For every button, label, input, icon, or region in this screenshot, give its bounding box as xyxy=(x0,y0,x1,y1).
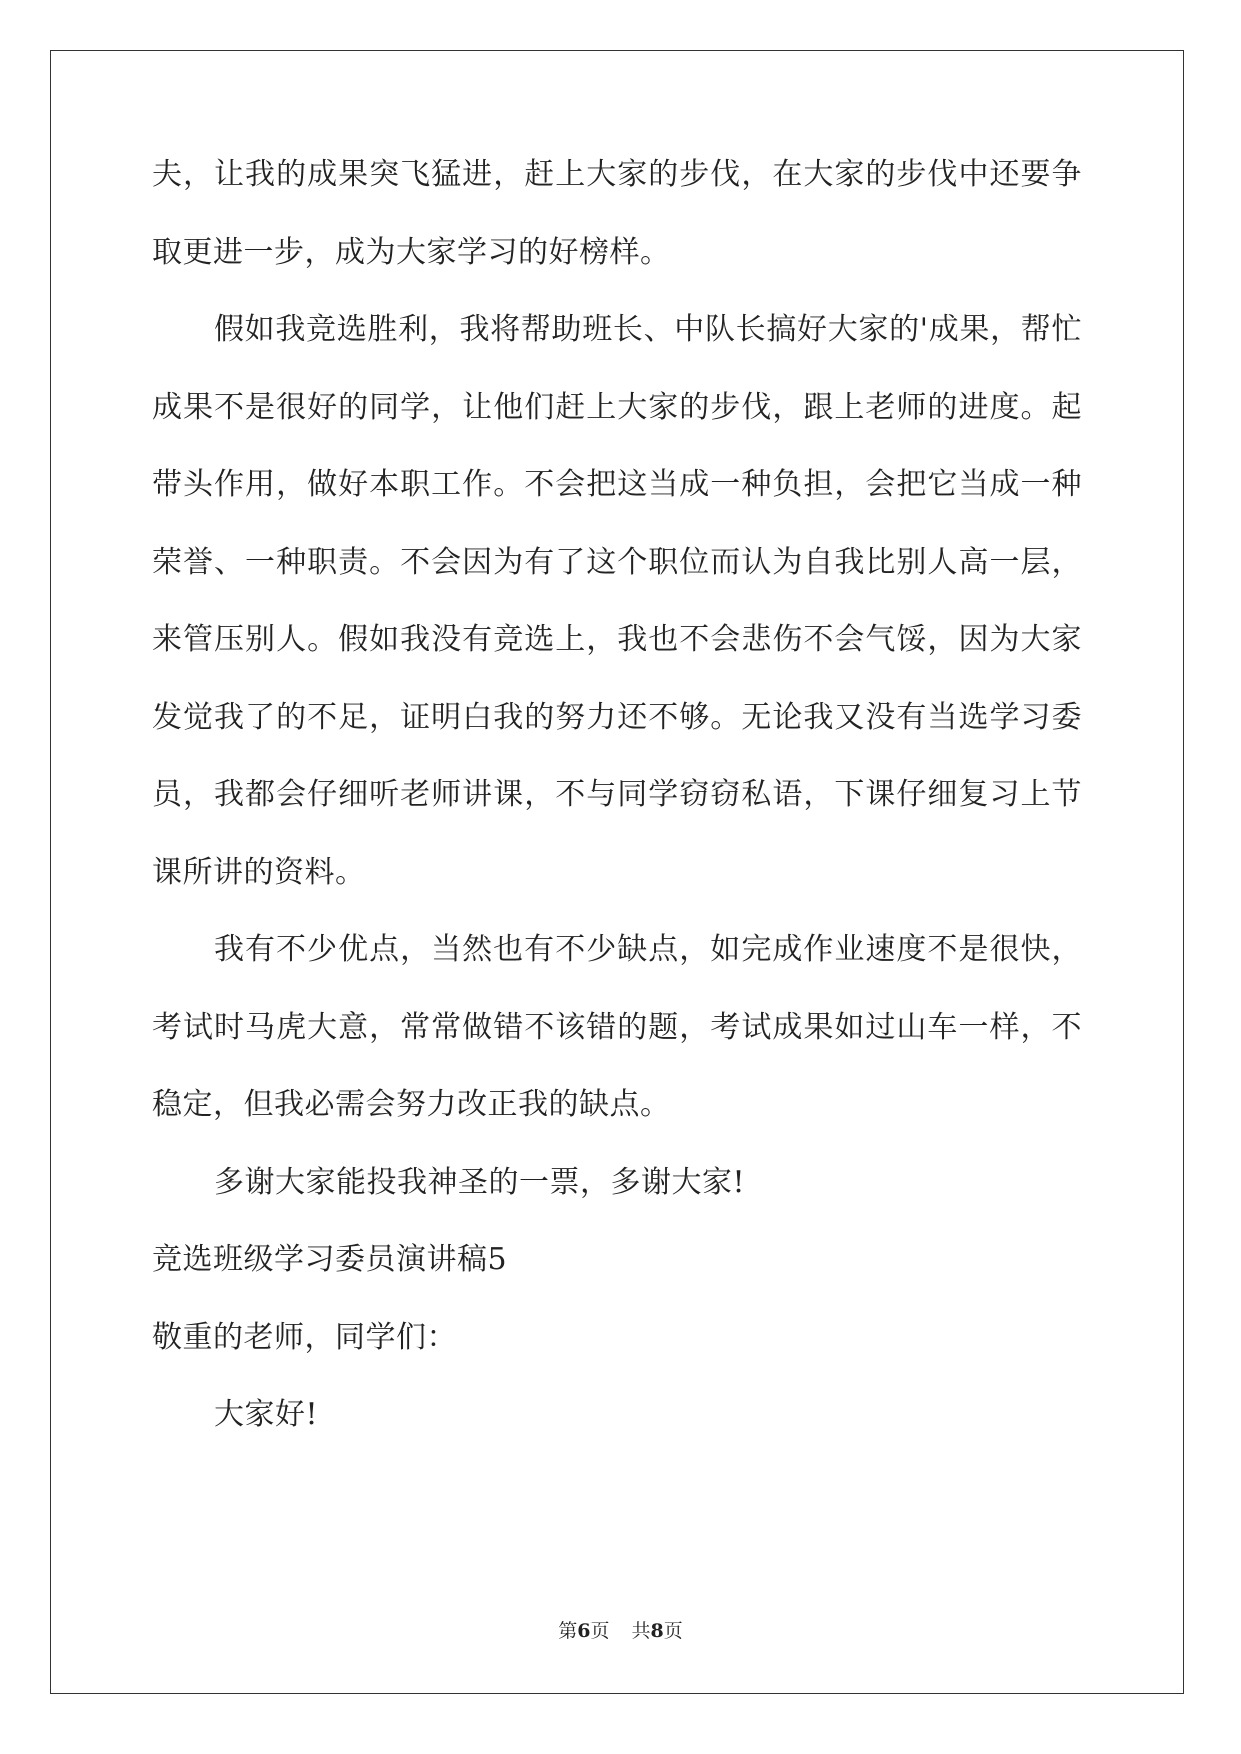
paragraph-line: 稳定，但我必需会努力改正我的缺点。 xyxy=(152,1087,671,1122)
paragraph-line: 带头作用，做好本职工作。不会把这当成一种负担，会把它当成一种 xyxy=(152,467,1082,502)
paragraph-line: 假如我竞选胜利，我将帮助班长、中队长搞好大家的'成果，帮忙 xyxy=(214,312,1082,347)
page-suffix: 页 xyxy=(590,1620,610,1642)
page-prefix: 第 xyxy=(558,1620,578,1642)
paragraph-line: 成果不是很好的同学，让他们赶上大家的步伐，跟上老师的进度。起 xyxy=(152,389,1082,425)
page-current: 6 xyxy=(577,1620,591,1642)
section-title: 竞选班级学习委员演讲稿5 xyxy=(152,1242,508,1277)
paragraph-line: 我有不少优点，当然也有不少缺点，如完成作业速度不是很快， xyxy=(214,932,1082,967)
total-suffix: 页 xyxy=(663,1620,683,1642)
greeting: 大家好! xyxy=(214,1397,319,1432)
paragraph-line: 考试时马虎大意，常常做错不该错的题，考试成果如过山车一样，不 xyxy=(152,1009,1082,1045)
paragraph-line: 发觉我了的不足，证明白我的努力还不够。无论我又没有当选学习委 xyxy=(152,699,1082,735)
paragraph-line: 荣誉、一种职责。不会因为有了这个职位而认为自我比别人高一层， xyxy=(152,544,1082,580)
total-prefix: 共 xyxy=(631,1620,651,1642)
paragraph-line: 取更进一步，成为大家学习的好榜样。 xyxy=(152,234,671,270)
paragraph-line: 夫，让我的成果突飞猛进，赶上大家的步伐，在大家的步伐中还要争 xyxy=(152,157,1082,192)
paragraph-line: 多谢大家能投我神圣的一票，多谢大家! xyxy=(214,1164,746,1200)
page-footer xyxy=(0,1620,1241,1642)
page-total: 8 xyxy=(650,1620,664,1642)
document-body xyxy=(152,157,1082,1478)
paragraph-line: 员，我都会仔细听老师讲课，不与同学窃窃私语，下课仔细复习上节 xyxy=(152,777,1082,812)
paragraph-line: 课所讲的资料。 xyxy=(152,854,366,890)
paragraph-line: 来管压别人。假如我没有竞选上，我也不会悲伤不会气馁，因为大家 xyxy=(152,622,1082,657)
salutation: 敬重的老师，同学们： xyxy=(152,1319,457,1355)
